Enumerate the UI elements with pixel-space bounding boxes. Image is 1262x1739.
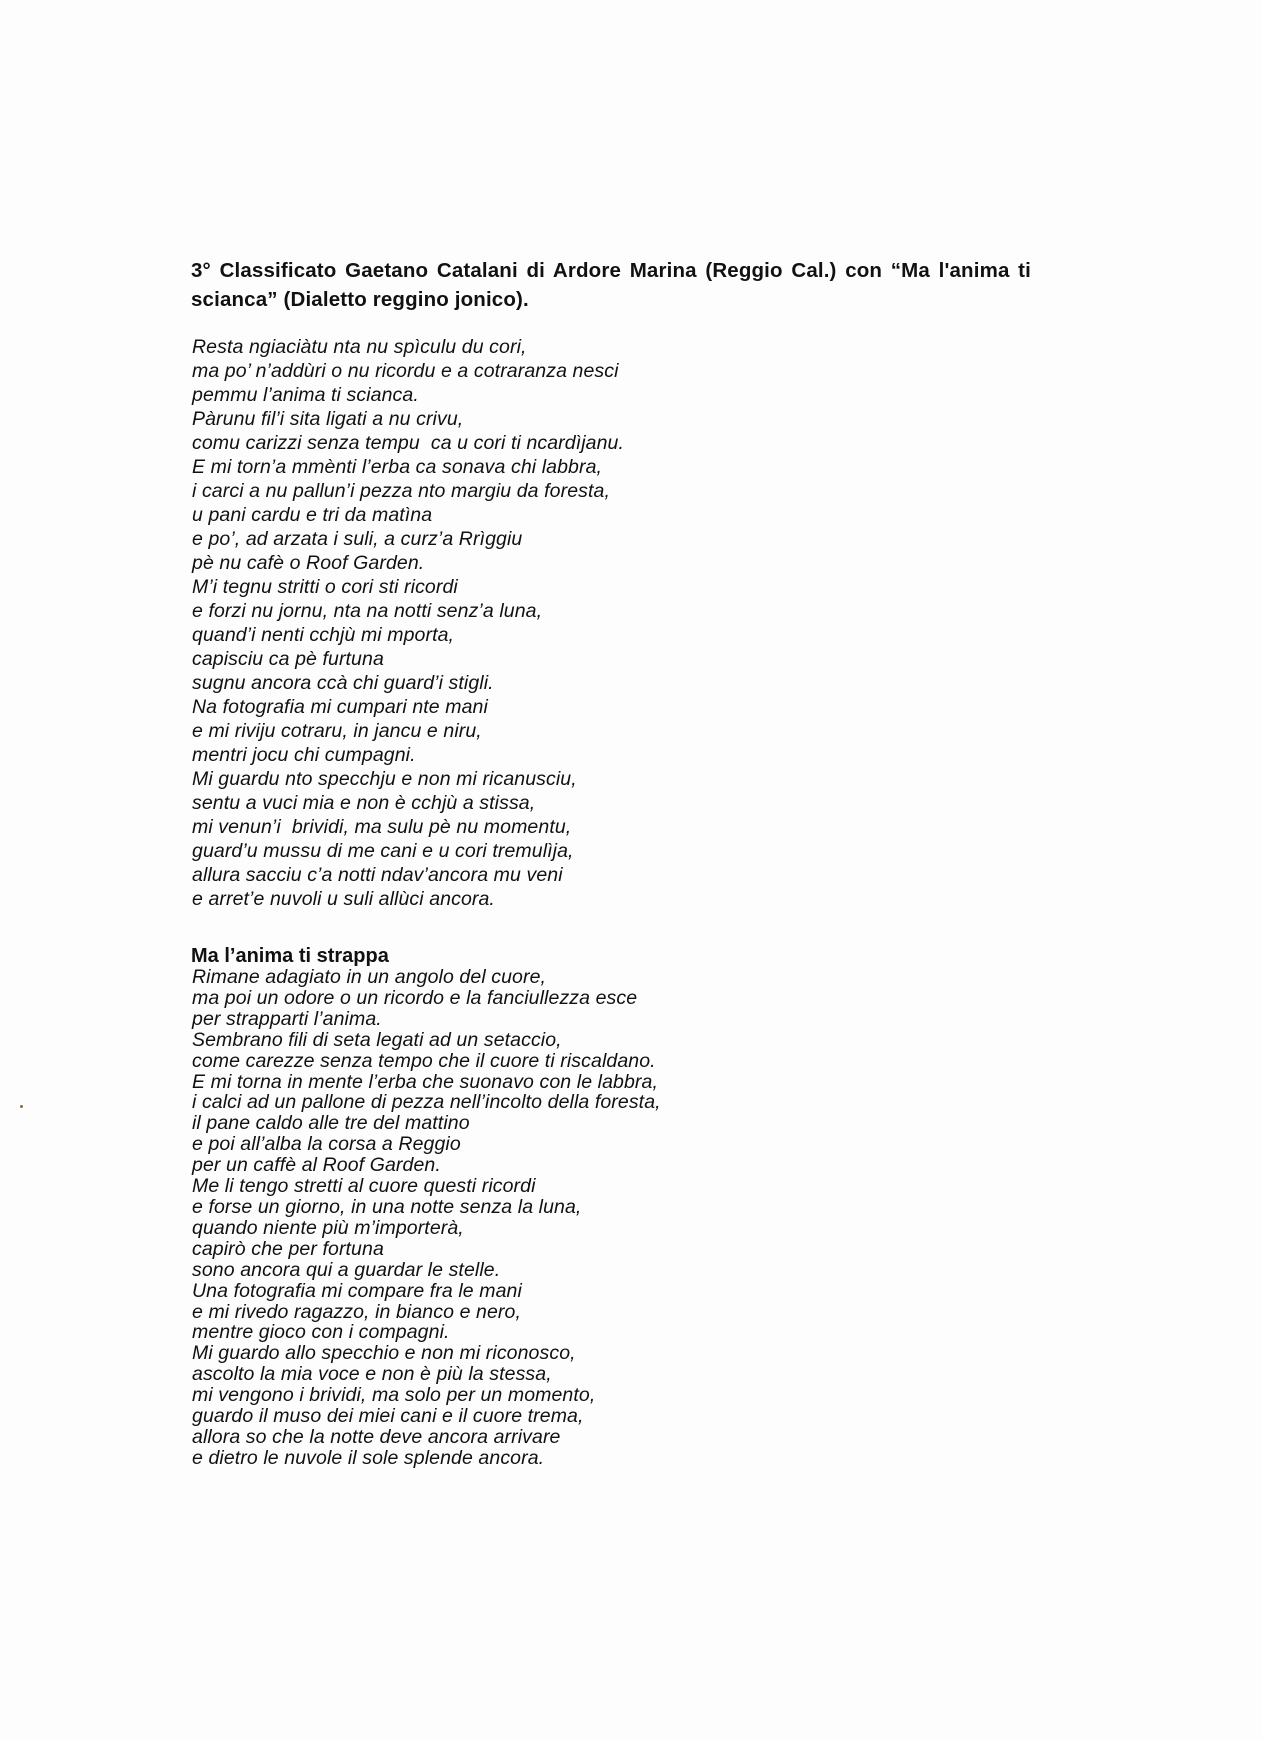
poem-line: mentri jocu chi cumpagni. <box>192 744 416 766</box>
translation-line: mi vengono i brividi, ma solo per un momento, <box>192 1384 596 1407</box>
translation-line: guardo il muso dei miei cani e il cuore trema, <box>192 1405 584 1428</box>
translation-line: Me li tengo stretti al cuore questi ricordi <box>192 1175 536 1198</box>
poem-line: guard’u mussu di me cani e u cori tremulìja, <box>192 840 574 862</box>
poem-line: comu carizzi senza tempu ca u cori ti ncardìjanu. <box>192 432 625 454</box>
translation-line: e poi all’alba la corsa a Reggio <box>192 1133 461 1156</box>
poem-line: e mi riviju cotraru, in jancu e niru, <box>192 720 482 742</box>
translation-poem <box>192 967 661 1469</box>
poem-line: pè nu cafè o Roof Garden. <box>192 552 425 574</box>
poem-line: M’i tegnu stritti o cori sti ricordi <box>192 576 458 598</box>
translation-line: come carezze senza tempo che il cuore ti riscaldano. <box>192 1049 656 1072</box>
translation-line: e dietro le nuvole il sole splende ancora. <box>192 1446 545 1469</box>
translation-line: mentre gioco con i compagni. <box>192 1321 450 1344</box>
poem-line: Resta ngiaciàtu nta nu spìculu du cori, <box>192 336 527 358</box>
scan-speck <box>20 1105 23 1108</box>
dialect-poem <box>192 335 624 911</box>
translation-line: Una fotografia mi compare fra le mani <box>192 1279 522 1302</box>
translation-line: e mi rivedo ragazzo, in bianco e nero, <box>192 1300 521 1323</box>
poem-line: capisciu ca pè furtuna <box>192 648 384 670</box>
poem-line: u pani cardu e tri da matìna <box>192 504 433 526</box>
document-heading: 3° Classificato Gaetano Catalani di Ardore Marina (Reggio Cal.) con “Ma l'anima ti scianca” (Dialetto reggino jonico). <box>191 259 1031 311</box>
poem-line: allura sacciu c’a notti ndav’ancora mu veni <box>192 864 563 886</box>
translation-title: Ma l’anima ti strappa <box>191 945 389 967</box>
poem-line: i carci a nu pallun’i pezza nto margiu da foresta, <box>192 480 610 502</box>
poem-line: Mi guardu nto specchju e non mi ricanusciu, <box>192 768 577 790</box>
translation-line: Mi guardo allo specchio e non mi riconosco, <box>192 1342 576 1365</box>
translation-line: Sembrano fili di seta legati ad un setaccio, <box>192 1028 562 1051</box>
poem-line: Pàrunu fil’i sita ligati a nu crivu, <box>192 408 464 430</box>
poem-line: quand’i nenti cchjù mi mporta, <box>192 624 455 646</box>
translation-line: allora so che la notte deve ancora arrivare <box>192 1425 561 1448</box>
translation-line: ma poi un odore o un ricordo e la fanciullezza esce <box>192 986 638 1009</box>
poem-line: Na fotografia mi cumpari nte mani <box>192 696 488 718</box>
translation-line: quando niente più m’importerà, <box>192 1216 464 1239</box>
poem-line: pemmu l’anima ti scianca. <box>192 384 419 406</box>
poem-line: ma po’ n’addùri o nu ricordu e a cotraranza nesci <box>192 360 619 382</box>
poem-line: sentu a vuci mia e non è cchjù a stissa, <box>192 792 536 814</box>
translation-line: per strapparti l’anima. <box>192 1007 382 1030</box>
poem-line: E mi torn’a mmènti l’erba ca sonava chi labbra, <box>192 456 603 478</box>
poem-line: e po’, ad arzata i suli, a curz’a Rrìggiu <box>192 528 523 550</box>
poem-line: sugnu ancora ccà chi guard’i stigli. <box>192 672 494 694</box>
translation-line: sono ancora qui a guardar le stelle. <box>192 1258 501 1281</box>
translation-line: ascolto la mia voce e non è più la stessa, <box>192 1363 552 1386</box>
translation-line: capirò che per fortuna <box>192 1237 384 1260</box>
translation-line: Rimane adagiato in un angolo del cuore, <box>192 966 547 988</box>
translation-line: e forse un giorno, in una notte senza la luna, <box>192 1195 582 1218</box>
poem-line: mi venun’i brividi, ma sulu pè nu momentu, <box>192 816 572 838</box>
poem-line: e arret’e nuvoli u suli allùci ancora. <box>192 888 495 910</box>
translation-line: i calci ad un pallone di pezza nell’incolto della foresta, <box>192 1091 661 1114</box>
poem-line: e forzi nu jornu, nta na notti senz’a luna, <box>192 600 543 622</box>
translation-line: il pane caldo alle tre del mattino <box>192 1112 470 1135</box>
translation-line: E mi torna in mente l’erba che suonavo con le labbra, <box>192 1070 658 1093</box>
translation-line: per un caffè al Roof Garden. <box>192 1154 441 1177</box>
